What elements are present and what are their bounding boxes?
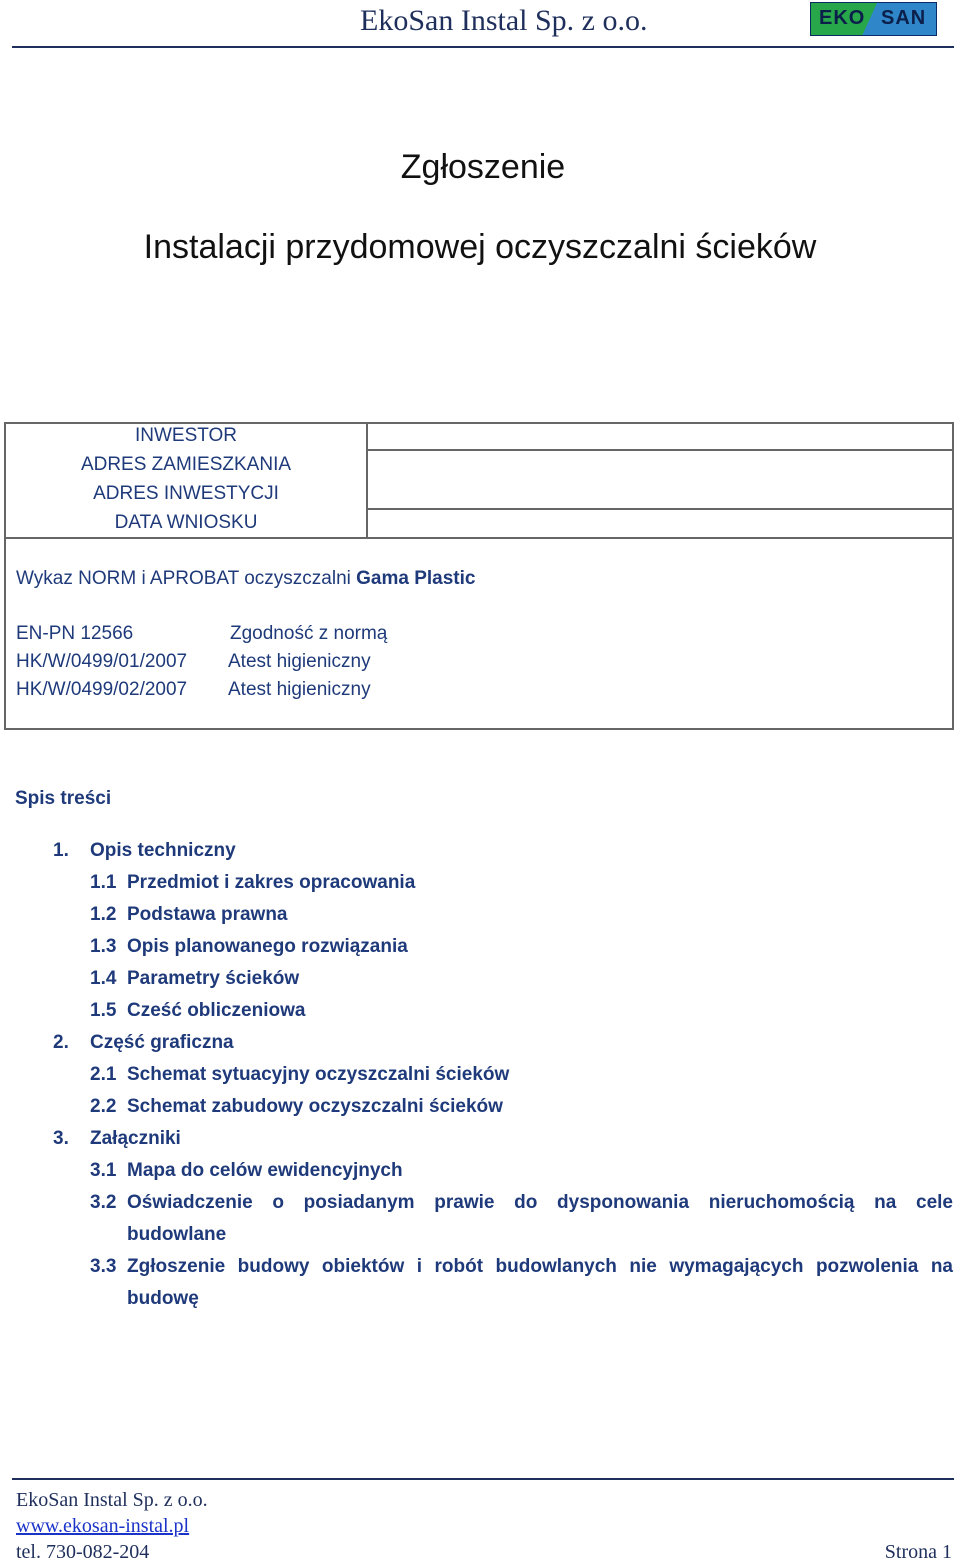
- norm-description: Zgodność z normą: [230, 623, 388, 644]
- footer-phone: tel. 730-082-204: [16, 1541, 150, 1563]
- toc-item-number: 2.2: [90, 1096, 117, 1117]
- toc-item-number: 3.: [53, 1128, 69, 1149]
- footer-website-link[interactable]: www.ekosan-instal.pl: [16, 1515, 190, 1537]
- toc-item-number: 1.3: [90, 936, 117, 957]
- toc-item-number: 1.4: [90, 968, 117, 989]
- toc-item-number: 1.5: [90, 1000, 117, 1021]
- toc-item-number: 2.1: [90, 1064, 117, 1085]
- header-company-name: EkoSan Instal Sp. z o.o.: [360, 4, 648, 37]
- norm-code: HK/W/0499/02/2007: [16, 679, 188, 700]
- label-adres-zamieszkania: ADRES ZAMIESZKANIA: [80, 454, 292, 475]
- toc-item-number: 1.2: [90, 904, 117, 925]
- toc-item-number: 3.1: [90, 1160, 117, 1181]
- toc-item-text: Mapa do celów ewidencyjnych: [127, 1160, 403, 1181]
- toc-item-number: 1.: [53, 840, 69, 861]
- ekosan-logo: [810, 2, 937, 36]
- norms-list-heading: [16, 568, 475, 590]
- toc-item-text: Opis techniczny: [90, 840, 236, 861]
- norms-heading-product: Gama Plastic: [356, 568, 476, 589]
- logo-san-text: SAN: [881, 7, 927, 29]
- table-section-divider: [4, 537, 954, 539]
- toc-item-text: Parametry ścieków: [127, 968, 300, 989]
- toc-item-text-continued: budowę: [127, 1288, 199, 1309]
- toc-item-text: Zgłoszenie budowy obiektów i robót budowlanych nie wymagających pozwolenia na: [127, 1256, 953, 1277]
- toc-item-text: Schemat sytuacyjny oczyszczalni ścieków: [127, 1064, 510, 1085]
- label-inwestor: INWESTOR: [134, 425, 238, 446]
- toc-item-number: 3.2: [90, 1192, 117, 1213]
- document-title: Zgłoszenie: [400, 148, 566, 186]
- toc-heading: Spis treści: [15, 788, 112, 809]
- toc-item-number: 3.3: [90, 1256, 117, 1277]
- norms-heading-text: Wykaz NORM i APROBAT oczyszczalni: [16, 568, 357, 589]
- document-subtitle: Instalacji przydomowej oczyszczalni ścieków: [143, 228, 817, 266]
- norm-description: Atest higieniczny: [228, 651, 371, 672]
- header-divider: [12, 46, 954, 48]
- toc-item-text: Oświadczenie o posiadanym prawie do dysponowania nieruchomością na cele: [127, 1192, 953, 1213]
- table-row-divider: [368, 449, 954, 451]
- toc-item-text: Podstawa prawna: [127, 904, 288, 925]
- norm-code: EN-PN 12566: [16, 623, 134, 644]
- table-row-divider: [368, 508, 954, 510]
- page-number: Strona 1: [884, 1541, 952, 1563]
- toc-item-text: Cześć obliczeniowa: [127, 1000, 306, 1021]
- footer-divider: [12, 1478, 954, 1480]
- toc-item-text: Schemat zabudowy oczyszczalni ścieków: [127, 1096, 503, 1117]
- norm-code: HK/W/0499/01/2007: [16, 651, 188, 672]
- toc-item-number: 1.1: [90, 872, 117, 893]
- label-adres-inwestycji: ADRES INWESTYCJI: [93, 483, 279, 504]
- footer-company-name: EkoSan Instal Sp. z o.o.: [16, 1489, 208, 1511]
- logo-eko-text: EKO: [819, 7, 866, 29]
- norm-description: Atest higieniczny: [228, 679, 371, 700]
- toc-item-number: 2.: [53, 1032, 69, 1053]
- label-data-wniosku: DATA WNIOSKU: [114, 512, 258, 533]
- toc-item-text: Załączniki: [90, 1128, 181, 1149]
- toc-item-text-continued: budowlane: [127, 1224, 227, 1245]
- toc-item-text: Opis planowanego rozwiązania: [127, 936, 408, 957]
- toc-item-text: Część graficzna: [90, 1032, 234, 1053]
- toc-item-text: Przedmiot i zakres opracowania: [127, 872, 416, 893]
